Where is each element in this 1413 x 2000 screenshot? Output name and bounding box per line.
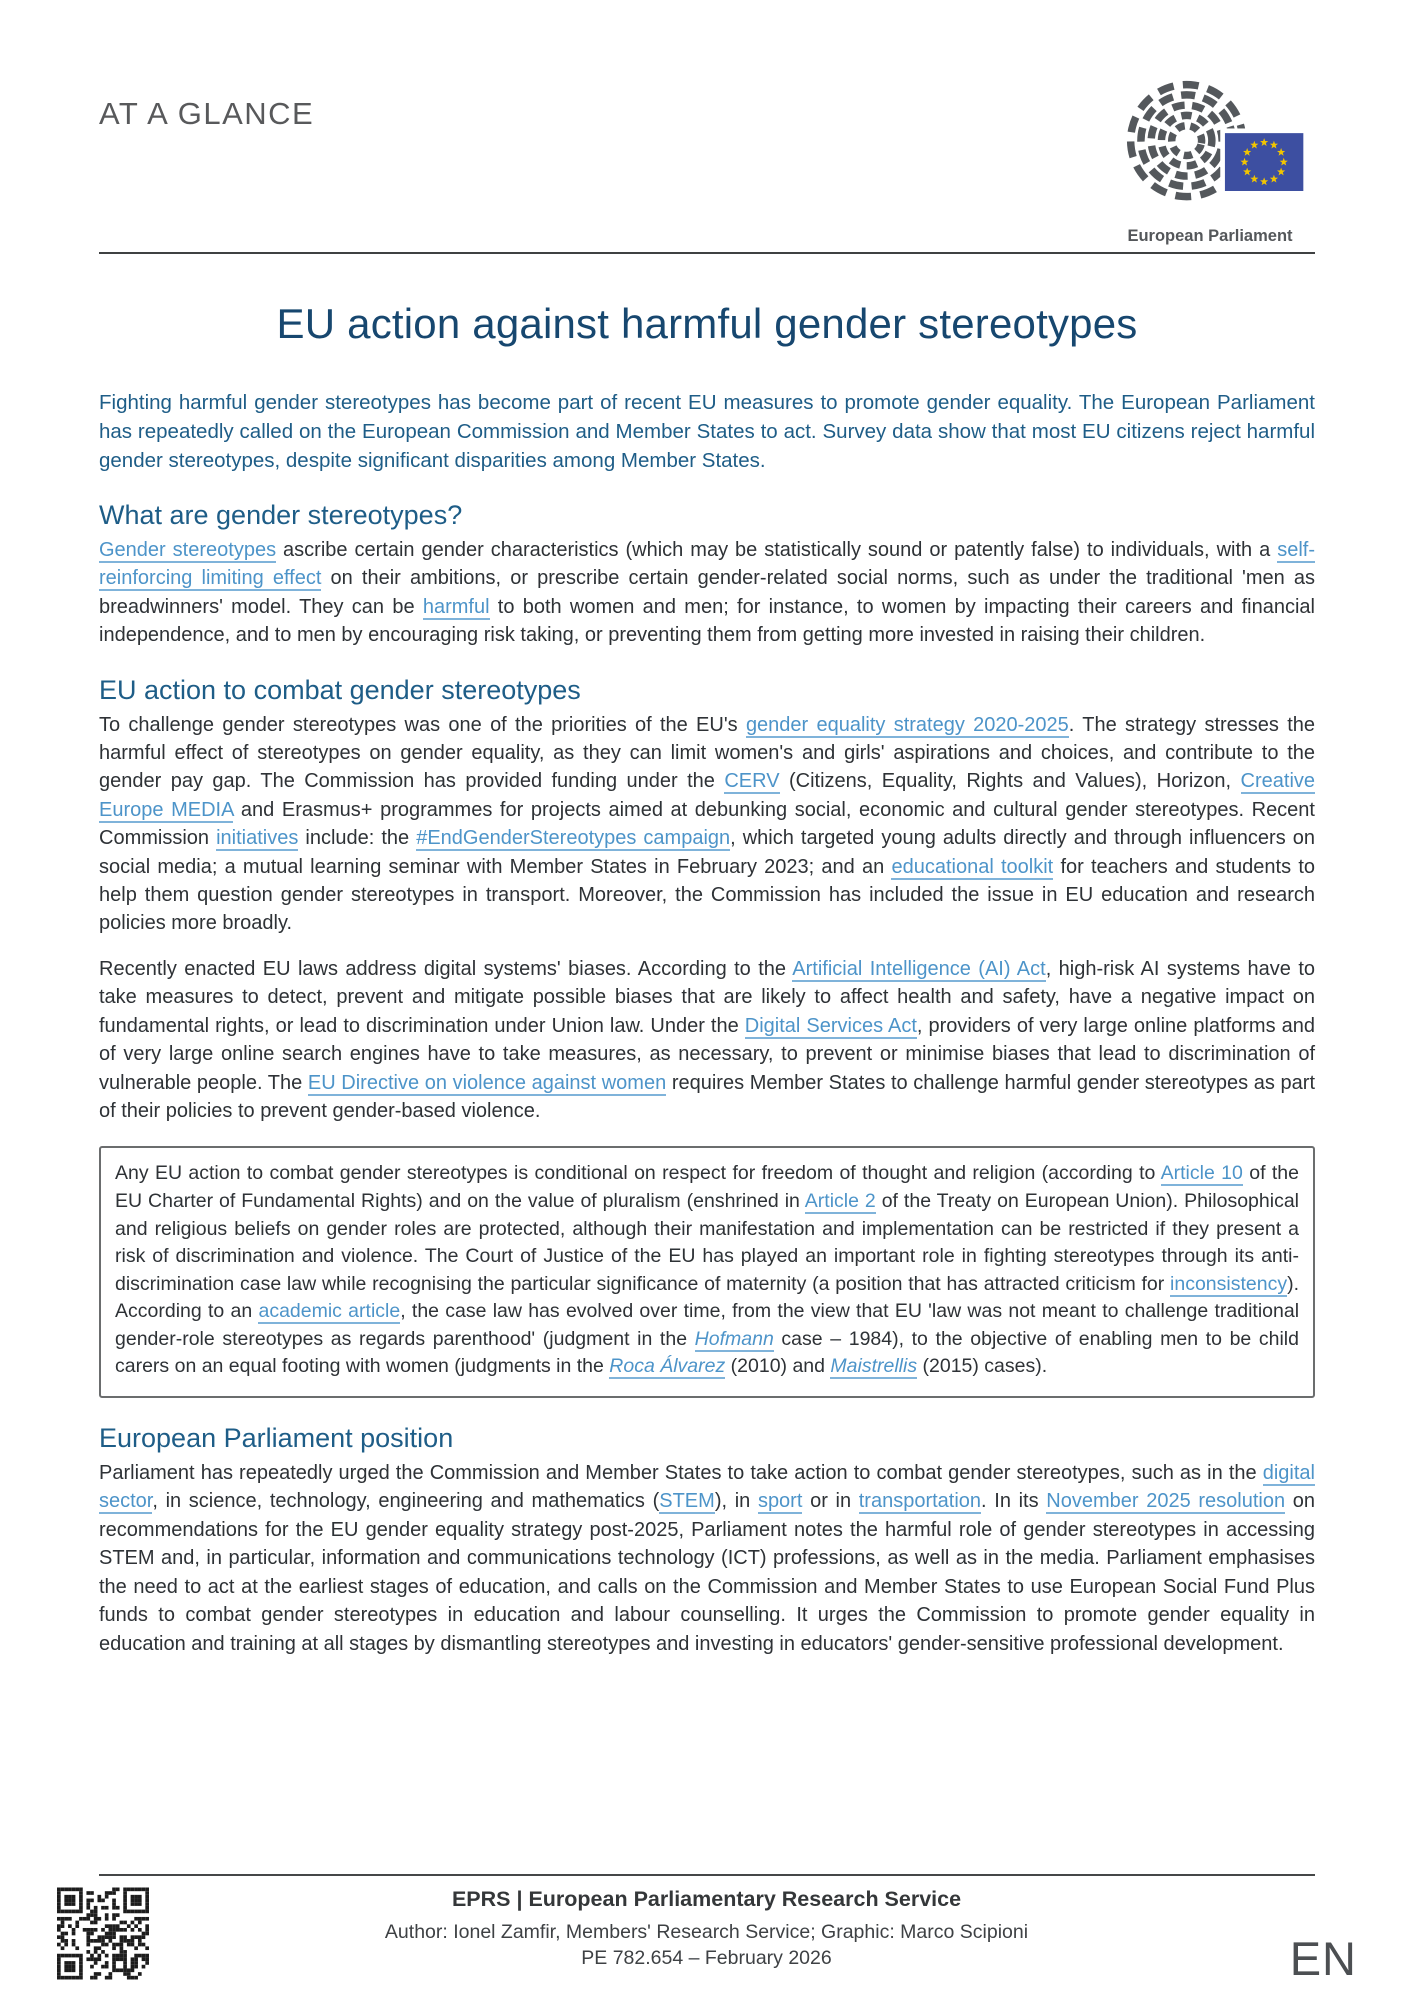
- text-run: . The strategy stresses the harmful effect of stereotypes on gender equality, as they can limit women's and girls' aspirations and choices, and contribute to the gender pay gap. The Commission has provided funding under the: [99, 713, 1316, 793]
- text-run: ), in: [714, 1490, 758, 1513]
- text-run: Any EU action to combat gender stereotypes is conditional on respect for freedom of thought and religion (according to: [115, 1162, 1161, 1185]
- intro-paragraph: Fighting harmful gender stereotypes has become part of recent EU measures to promote gender equality. The European Parliament has repeatedly called on the European Commission and Member States to act. Survey data show that most EU citizens reject harmful gender stereotypes, despite significant disparities among Member States.: [99, 391, 1315, 472]
- inline-link[interactable]: Article 2: [804, 1189, 876, 1212]
- text-run: , in science, technology, engineering and mathematics (: [152, 1490, 660, 1513]
- text-run: ). According to an: [115, 1272, 1299, 1323]
- inline-link[interactable]: STEM: [659, 1490, 715, 1513]
- inline-link[interactable]: Gender stereotypes: [99, 539, 277, 561]
- inline-link[interactable]: harmful: [422, 595, 490, 618]
- footer-reference-line: PE 782.654 – February 2026: [581, 1947, 832, 1969]
- inline-link[interactable]: Hofmann: [694, 1327, 774, 1350]
- footer-text-block: [0, 1887, 1413, 1970]
- text-run: (2015) cases).: [917, 1355, 1048, 1378]
- inline-link[interactable]: #EndGenderStereotypes campaign: [416, 827, 731, 850]
- footer-service-line: EPRS | European Parliamentary Research Service: [451, 1887, 962, 1911]
- text-run: , the case law has evolved over time, from the view that EU 'law was not meant to challenge traditional gender-role stereotypes as regards parenthood' (judgment in the: [115, 1300, 1300, 1350]
- text-run: (2010) and: [725, 1355, 831, 1378]
- document-content: [0, 74, 1413, 1658]
- text-run: Recently enacted EU laws address digital systems' biases. According to the: [99, 957, 793, 980]
- inline-link[interactable]: inconsistency: [1170, 1272, 1288, 1295]
- text-run: on their ambitions, or prescribe certain gender-related social norms, such as under the traditional 'men as breadwinners' model. They can be: [99, 567, 1315, 618]
- footer-divider: [99, 1874, 1315, 1876]
- text-run: , high-risk AI systems have to take measures to detect, prevent and mitigate possible biases that are likely to affect health and safety, have a negative impact on fundamental rights, or lead to discrimination under Union law. Under the: [99, 957, 1316, 1037]
- inline-link[interactable]: digital sector: [99, 1462, 1315, 1513]
- inline-link[interactable]: EU Directive on violence against women: [307, 1071, 667, 1094]
- text-run: . In its: [981, 1490, 1047, 1513]
- inline-link[interactable]: initiatives: [216, 827, 299, 850]
- text-run: , providers of very large online platforms and of very large online search engines have to take measures, as necessary, to prevent or minimise biases that lead to discrimination of vulnerable people. The: [99, 1014, 1316, 1094]
- inline-link[interactable]: transportation: [858, 1490, 982, 1513]
- section-heading-what-are-gender-stereotypes: What are gender stereotypes?: [99, 500, 463, 530]
- callout-box: [99, 1146, 1315, 1398]
- text-run: of the EU Charter of Fundamental Rights) and on the value of pluralism (enshrined in: [115, 1162, 1299, 1212]
- text-run: case – 1984), to the objective of enabling men to be child carers on an equal footing with women (judgments in the: [115, 1327, 1299, 1378]
- text-run: , which targeted young adults directly and through influencers on social media; a mutual learning seminar with Member States in February 2023; and an: [99, 827, 1316, 878]
- inline-link[interactable]: Article 10: [1160, 1162, 1243, 1185]
- inline-link[interactable]: Artificial Intelligence (AI) Act: [792, 957, 1046, 980]
- qr-code: [57, 1886, 149, 1981]
- callout-paragraph: [115, 1160, 1299, 1381]
- page-header: [99, 74, 1315, 246]
- inline-link[interactable]: CERV: [724, 770, 780, 793]
- body-paragraph: [99, 711, 1315, 938]
- text-run: include: the: [298, 827, 417, 850]
- inline-link[interactable]: sport: [757, 1490, 803, 1513]
- ep-logo: [1105, 74, 1315, 246]
- text-run: or in: [802, 1490, 859, 1513]
- page-footer: [0, 1874, 1413, 2000]
- footer-author-line: Author: Ionel Zamfir, Members' Research Service; Graphic: Marco Scipioni: [384, 1921, 1029, 1943]
- inline-link[interactable]: November 2025 resolution: [1046, 1490, 1286, 1513]
- inline-link[interactable]: self-reinforcing limiting effect: [99, 539, 1316, 590]
- page-title: EU action against harmful gender stereotypes: [276, 300, 1138, 347]
- inline-link[interactable]: gender equality strategy 2020-2025: [745, 713, 1069, 736]
- ep-hemicycle-logo-icon: [1112, 74, 1308, 224]
- text-run: of the Treaty on European Union). Philosophical and religious beliefs on gender roles are protected, although their manifestation and implementation can be restricted if they present a risk of discrimination and violence. The Court of Justice of the EU has played an important role in fighting stereotypes through its anti-discrimination case law while recognising the particular significance of maternity (a position that has attracted criticism for: [115, 1189, 1299, 1295]
- section-heading-parliament-position: European Parliament position: [99, 1423, 454, 1454]
- section-heading-eu-action: EU action to combat gender stereotypes: [99, 674, 581, 705]
- text-run: ascribe certain gender characteristics (which may be statistically sound or patently false) to individuals, with a: [276, 539, 1278, 561]
- inline-link[interactable]: Creative Europe MEDIA: [99, 770, 1316, 821]
- inline-link[interactable]: Digital Services Act: [744, 1014, 917, 1037]
- text-run: requires Member States to challenge harmful gender stereotypes as part of their policies to prevent gender-based violence.: [99, 1071, 1315, 1122]
- text-run: Parliament has repeatedly urged the Commission and Member States to take action to combat gender stereotypes, such as in the: [99, 1462, 1263, 1485]
- inline-link[interactable]: academic article: [258, 1300, 401, 1323]
- text-run: to both women and men; for instance, to women by impacting their careers and financial independence, and to men by encouraging risk taking, or preventing them from getting more invested in raising their children.: [99, 595, 1315, 647]
- kicker: AT A GLANCE: [99, 96, 315, 131]
- text-run: (Citizens, Equality, Rights and Values), Horizon,: [779, 770, 1241, 793]
- text-run: for teachers and students to help them question gender stereotypes in transport. Moreover, the Commission has included the issue in EU education and research policies more broadly.: [99, 855, 1315, 935]
- body-paragraph: [99, 536, 1315, 650]
- logo-caption: European Parliament: [1127, 227, 1293, 245]
- text-run: and Erasmus+ programmes for projects aimed at debunking social, economic and cultural gender stereotypes. Recent Commission: [99, 798, 1315, 850]
- language-badge: EN: [1289, 1932, 1357, 1985]
- header-divider: [99, 252, 1315, 254]
- inline-link[interactable]: Roca Álvarez: [609, 1355, 726, 1378]
- text-run: To challenge gender stereotypes was one of the priorities of the EU's: [99, 713, 746, 736]
- inline-link[interactable]: Maistrellis: [830, 1355, 918, 1378]
- body-paragraph: [99, 955, 1315, 1125]
- inline-link[interactable]: educational toolkit: [891, 855, 1054, 878]
- body-paragraph: [99, 1459, 1315, 1658]
- text-run: on recommendations for the EU gender equality strategy post-2025, Parliament notes the harmful role of gender stereotypes in accessing STEM and, in particular, information and communications technology (ICT) professions, as well as in the media. Parliament emphasises the need to act at the earliest stages of education, and calls on the Commission and Member States to use European Social Fund Plus funds to combat gender stereotypes in education and labour counselling. It urges the Commission to promote gender equality in education and training at all stages by dismantling stereotypes and investing in educators' gender-sensitive professional development.: [99, 1490, 1315, 1655]
